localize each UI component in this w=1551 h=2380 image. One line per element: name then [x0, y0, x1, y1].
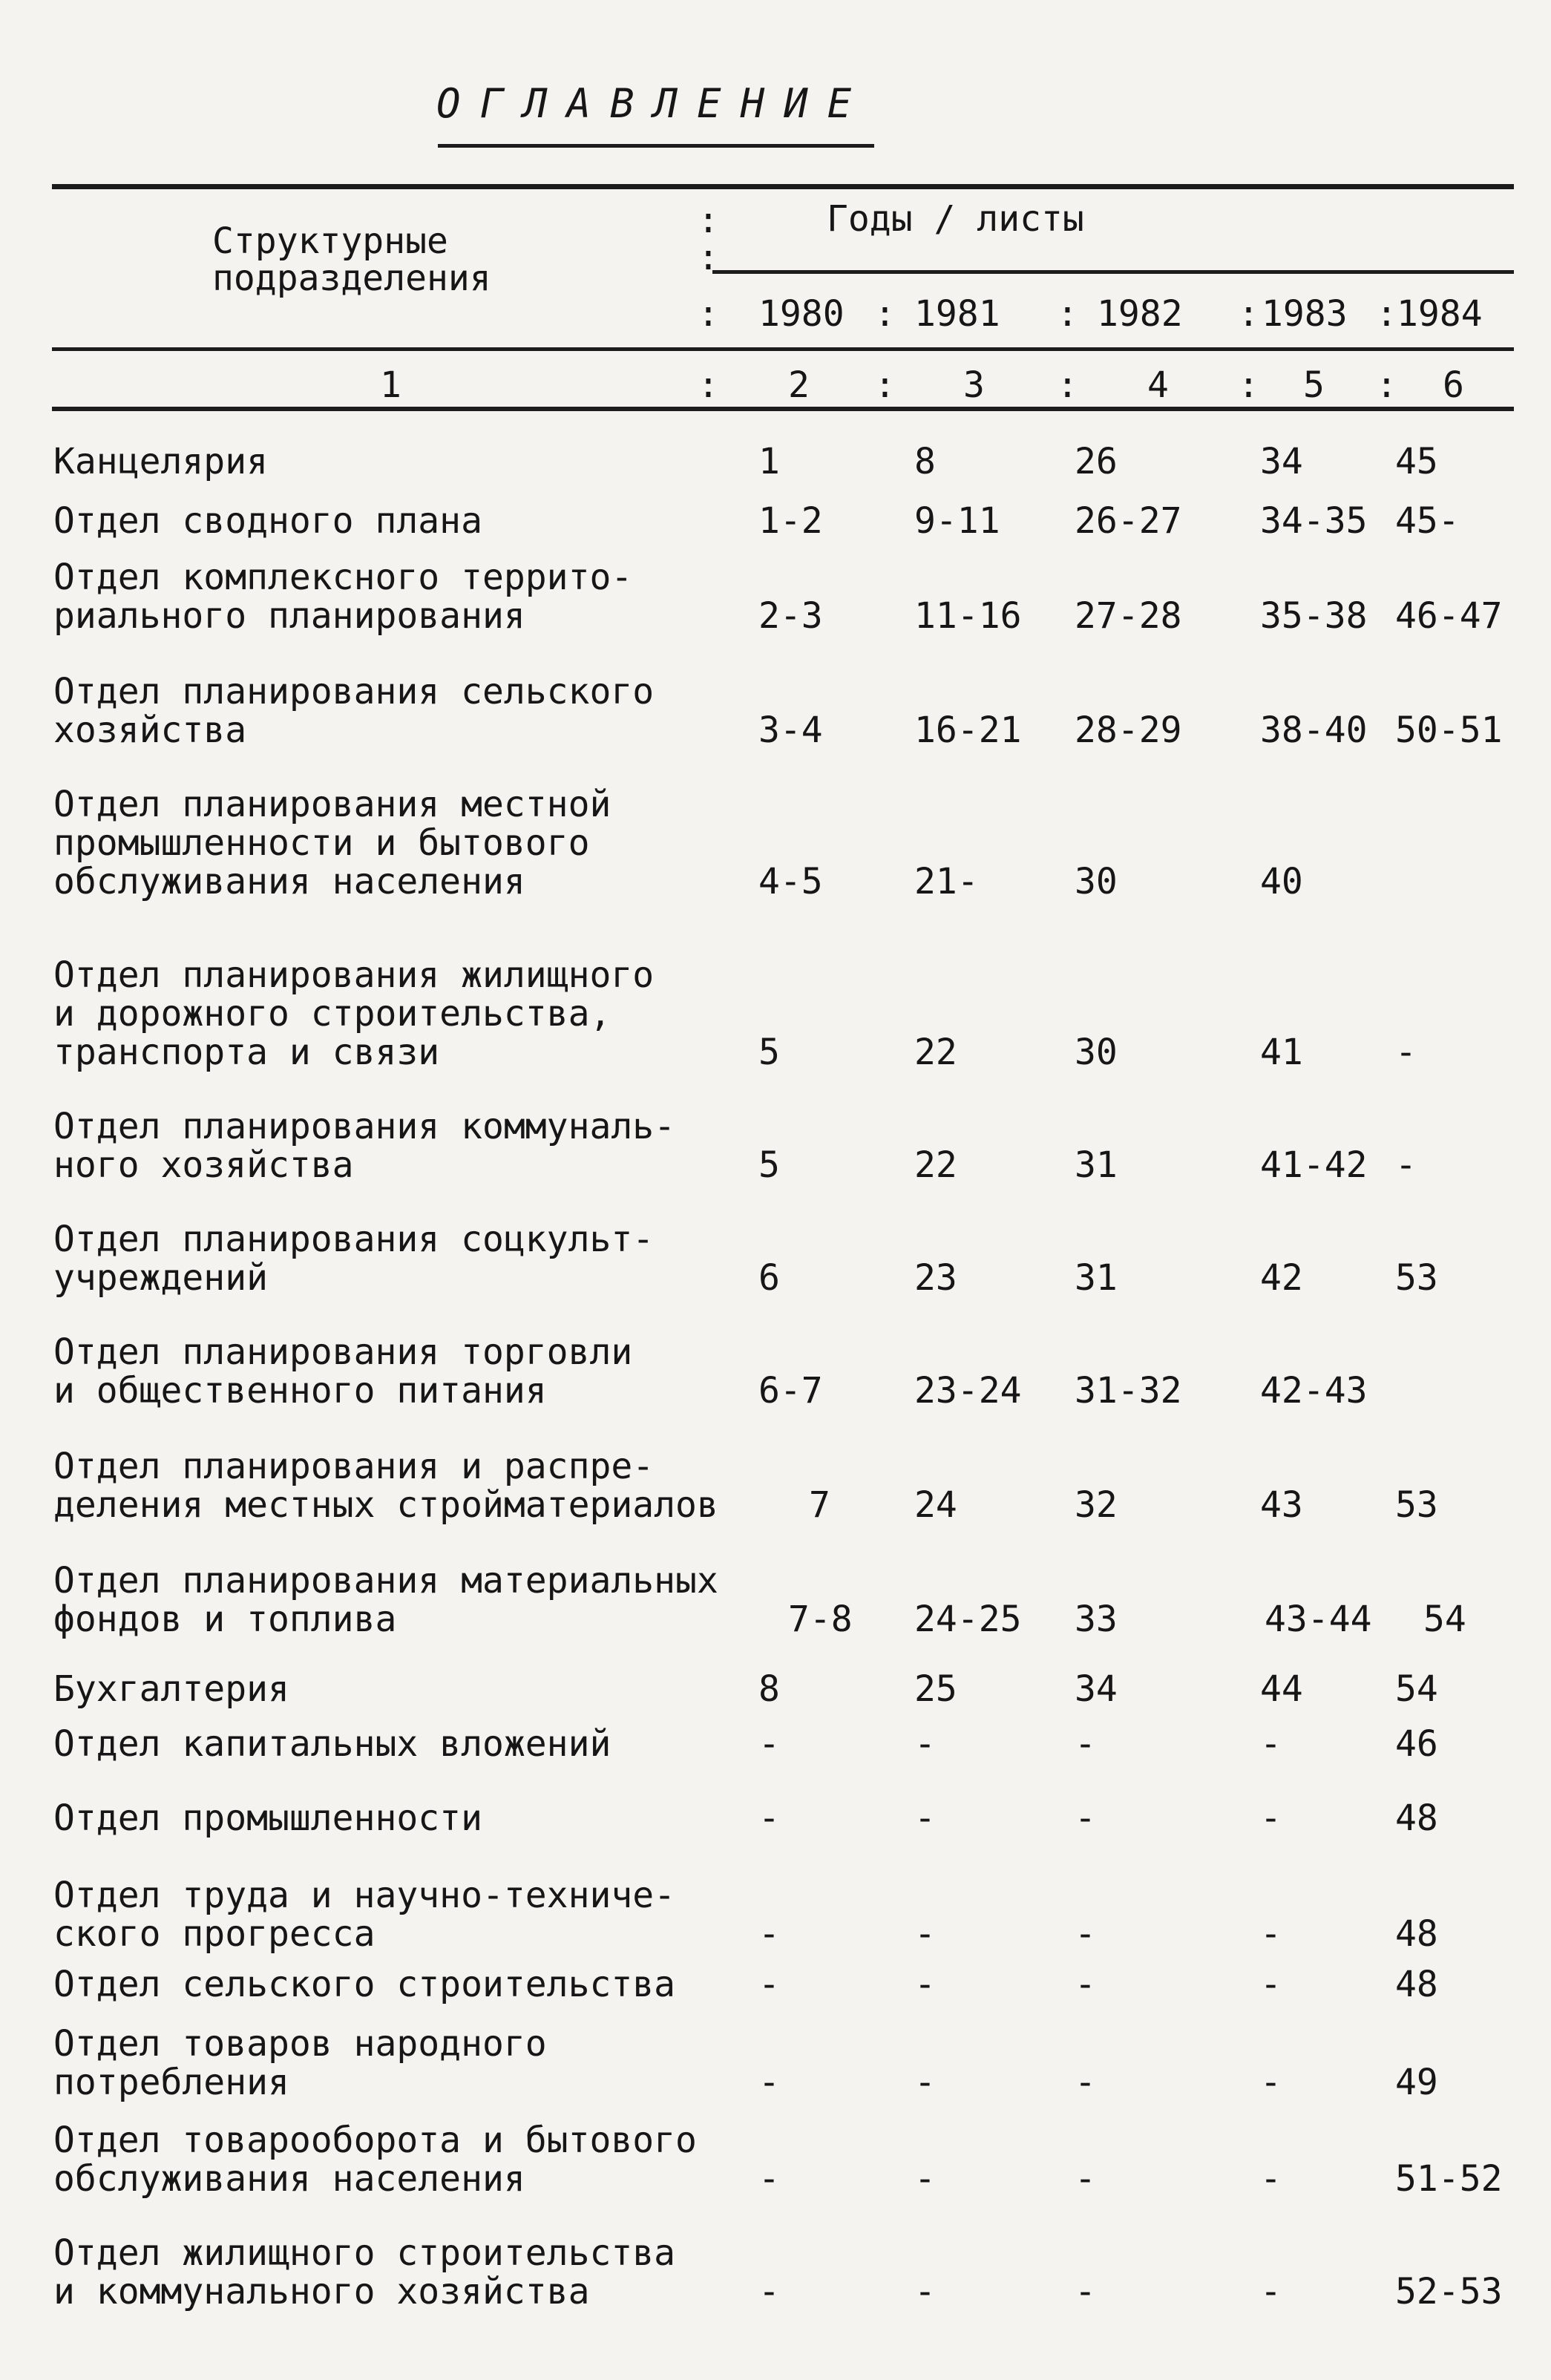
row-label: Отдел планирования и распре-: [53, 1446, 655, 1487]
column-number-6: 6: [1443, 364, 1464, 406]
header-top-rule: [52, 184, 1514, 189]
row-value: -: [758, 1964, 780, 2005]
row-value: -: [1075, 1964, 1096, 2005]
row-label: Отдел планирования материальных: [53, 1560, 718, 1602]
row-value: -: [914, 1913, 936, 1955]
row-value: 43: [1260, 1484, 1303, 1526]
header-year-1982: 1982: [1097, 293, 1183, 335]
row-value: 6-7: [758, 1370, 823, 1412]
row-value: 31: [1075, 1144, 1118, 1186]
row-value: 41-42: [1260, 1144, 1368, 1186]
row-value: 5: [758, 1032, 780, 1073]
row-value: -: [758, 1913, 780, 1955]
row-value: -: [914, 2271, 936, 2312]
row-value: 43-44: [1265, 1599, 1372, 1640]
row-value: 42: [1260, 1257, 1303, 1299]
row-label: и коммунального хозяйства: [53, 2271, 590, 2312]
row-value: -: [1260, 1964, 1282, 2005]
header-separator: :: [1057, 293, 1078, 335]
row-value: -: [758, 2271, 780, 2312]
header-separator: :: [874, 293, 896, 335]
row-value: 22: [914, 1032, 957, 1073]
header-units-line2: подразделения: [212, 258, 491, 299]
row-label: деления местных стройматериалов: [53, 1484, 718, 1526]
years-group-rule: [712, 270, 1514, 274]
row-label: Отдел планирования соцкульт-: [53, 1219, 655, 1260]
header-separator: :: [698, 293, 719, 335]
row-value: 24: [914, 1484, 957, 1526]
header-separator: :: [1376, 293, 1397, 335]
row-value: 26: [1075, 441, 1118, 482]
row-value: 50-51: [1395, 709, 1503, 751]
row-label: Отдел промышленности: [53, 1797, 482, 1839]
row-label: риального планирования: [53, 595, 525, 637]
row-label: транспорта и связи: [53, 1032, 440, 1073]
header-year-1983: 1983: [1262, 293, 1348, 335]
row-value: 1: [758, 441, 780, 482]
row-value: 41: [1260, 1032, 1303, 1073]
row-label: Отдел планирования сельского: [53, 671, 655, 712]
row-label: обслуживания населения: [53, 2158, 525, 2200]
row-value: 23-24: [914, 1370, 1022, 1412]
row-value: -: [914, 2158, 936, 2200]
row-value: 7-8: [788, 1599, 853, 1640]
row-label: промышленности и бытового: [53, 822, 590, 864]
row-label: Отдел товарооборота и бытового: [53, 2120, 697, 2161]
row-value: -: [1395, 1032, 1417, 1073]
row-value: 46: [1395, 1723, 1438, 1765]
row-value: 33: [1075, 1599, 1118, 1640]
row-value: 34-35: [1260, 500, 1368, 542]
row-label: Отдел планирования торговли: [53, 1331, 633, 1373]
row-value: 32: [1075, 1484, 1118, 1526]
row-label: Канцелярия: [53, 441, 268, 482]
header-bottom-rule: [52, 407, 1514, 411]
row-value: -: [1075, 2271, 1096, 2312]
row-value: -: [1075, 2158, 1096, 2200]
row-value: 28-29: [1075, 709, 1182, 751]
row-value: 8: [758, 1668, 780, 1710]
header-mid-rule: [52, 347, 1514, 351]
row-value: 31-32: [1075, 1370, 1182, 1412]
row-value: 25: [914, 1668, 957, 1710]
row-label: ского прогресса: [53, 1913, 376, 1955]
row-value: 21-: [914, 861, 979, 902]
row-label: Отдел планирования местной: [53, 784, 611, 825]
row-label: фондов и топлива: [53, 1599, 397, 1640]
page-title: ОГЛАВЛЕНИЕ: [436, 80, 871, 127]
row-value: -: [1260, 1913, 1282, 1955]
row-value: 45: [1395, 441, 1438, 482]
row-value: 52-53: [1395, 2271, 1503, 2312]
row-value: -: [1075, 1723, 1096, 1765]
row-value: -: [1260, 1797, 1282, 1839]
header-year-1980: 1980: [758, 293, 845, 335]
row-value: 27-28: [1075, 595, 1182, 637]
row-value: 40: [1260, 861, 1303, 902]
row-value: -: [1395, 1144, 1417, 1186]
header-separator: :: [1376, 364, 1397, 406]
row-value: -: [758, 2158, 780, 2200]
row-value: -: [914, 1964, 936, 2005]
row-value: -: [1075, 1913, 1096, 1955]
row-label: потребления: [53, 2062, 289, 2103]
column-number-1: 1: [380, 364, 401, 406]
row-value: 7: [809, 1484, 830, 1526]
row-value: 6: [758, 1257, 780, 1299]
row-value: 49: [1395, 2062, 1438, 2103]
header-separator: :: [698, 237, 719, 278]
row-label: учреждений: [53, 1257, 268, 1299]
title-underline: [438, 144, 874, 148]
header-year-1984: 1984: [1397, 293, 1483, 335]
header-separator: :: [1238, 293, 1259, 335]
row-value: 45-: [1395, 500, 1460, 542]
header-separator: :: [874, 364, 896, 406]
row-label: Отдел планирования коммуналь-: [53, 1106, 676, 1147]
row-value: -: [758, 1723, 780, 1765]
row-label: обслуживания населения: [53, 861, 525, 902]
row-label: Отдел сельского строительства: [53, 1964, 676, 2005]
column-number-2: 2: [788, 364, 810, 406]
header-units-line1: Структурные: [212, 220, 448, 262]
row-value: 48: [1395, 1964, 1438, 2005]
row-value: 35-38: [1260, 595, 1368, 637]
row-value: -: [1260, 2271, 1282, 2312]
row-value: 54: [1423, 1599, 1466, 1640]
row-label: Отдел товаров народного: [53, 2023, 547, 2065]
row-value: 48: [1395, 1797, 1438, 1839]
row-value: 26-27: [1075, 500, 1182, 542]
header-years-group: Годы / листы: [827, 198, 1084, 240]
row-value: 22: [914, 1144, 957, 1186]
row-label: и дорожного строительства,: [53, 993, 611, 1035]
row-value: 9-11: [914, 500, 1000, 542]
row-label: хозяйства: [53, 709, 247, 751]
row-value: 34: [1075, 1668, 1118, 1710]
row-value: 11-16: [914, 595, 1022, 637]
row-value: 44: [1260, 1668, 1303, 1710]
row-label: Отдел жилищного строительства: [53, 2232, 676, 2274]
row-label: ного хозяйства: [53, 1144, 354, 1186]
row-value: 30: [1075, 1032, 1118, 1073]
row-value: -: [914, 2062, 936, 2103]
header-separator: :: [698, 364, 719, 406]
row-label: Бухгалтерия: [53, 1668, 289, 1710]
row-label: Отдел капитальных вложений: [53, 1723, 611, 1765]
header-separator: :: [1057, 364, 1078, 406]
row-value: -: [758, 2062, 780, 2103]
row-value: 8: [914, 441, 936, 482]
row-value: 53: [1395, 1257, 1438, 1299]
row-value: 31: [1075, 1257, 1118, 1299]
row-value: 5: [758, 1144, 780, 1186]
column-number-5: 5: [1303, 364, 1325, 406]
row-label: Отдел труда и научно-техниче-: [53, 1875, 676, 1916]
row-value: 1-2: [758, 500, 823, 542]
column-number-3: 3: [963, 364, 985, 406]
row-value: 34: [1260, 441, 1303, 482]
row-label: Отдел комплексного террито-: [53, 557, 633, 598]
row-value: 23: [914, 1257, 957, 1299]
row-value: 30: [1075, 861, 1118, 902]
row-value: -: [1260, 1723, 1282, 1765]
row-value: 54: [1395, 1668, 1438, 1710]
row-value: 46-47: [1395, 595, 1503, 637]
row-value: -: [914, 1797, 936, 1839]
row-value: 51-52: [1395, 2158, 1503, 2200]
row-value: 2-3: [758, 595, 823, 637]
header-separator: :: [698, 200, 719, 241]
row-value: -: [1260, 2158, 1282, 2200]
row-value: 48: [1395, 1913, 1438, 1955]
row-value: 38-40: [1260, 709, 1368, 751]
header-year-1981: 1981: [914, 293, 1000, 335]
row-label: Отдел сводного плана: [53, 500, 482, 542]
row-value: 53: [1395, 1484, 1438, 1526]
row-value: -: [914, 1723, 936, 1765]
row-value: 24-25: [914, 1599, 1022, 1640]
column-number-4: 4: [1147, 364, 1169, 406]
row-value: 4-5: [758, 861, 823, 902]
row-value: 42-43: [1260, 1370, 1368, 1412]
row-value: 16-21: [914, 709, 1022, 751]
row-label: Отдел планирования жилищного: [53, 954, 655, 996]
header-separator: :: [1238, 364, 1259, 406]
row-value: 3-4: [758, 709, 823, 751]
row-value: -: [1260, 2062, 1282, 2103]
row-value: -: [1075, 1797, 1096, 1839]
row-value: -: [758, 1797, 780, 1839]
row-label: и общественного питания: [53, 1370, 547, 1412]
row-value: -: [1075, 2062, 1096, 2103]
